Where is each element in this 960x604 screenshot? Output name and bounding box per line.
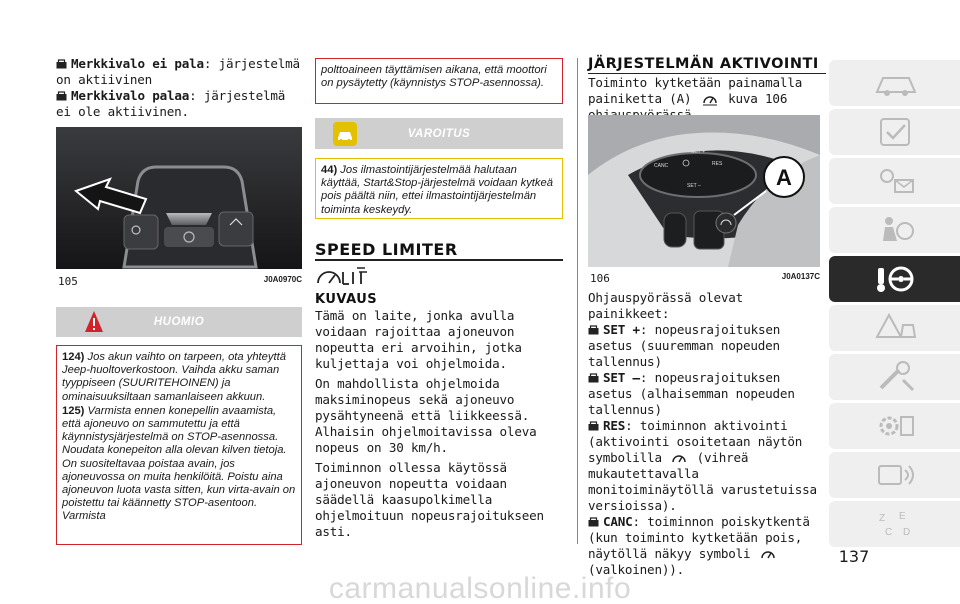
column-divider <box>577 58 578 544</box>
paragraph: Toiminnon ollessa käytössä ajoneuvon nopeutta voidaan säädellä kaasupolkimella ohjelmoituun nopeusrajoitukseen asti. <box>315 460 544 539</box>
warning-124: 124) Jos akun vaihto on tarpeen, ota yhteyttä Jeep-huoltoverkostoon. Vaihda akku saman tyyppiseen (SUURITEHOINEN) ja ominaisuuksiltaan samanlaiseen akkuun. <box>62 351 286 403</box>
speed-limiter-symbol-icon <box>760 547 776 561</box>
speed-limiter-button-icon <box>701 91 719 107</box>
canc-label: CANC <box>654 163 669 169</box>
varoitus-box <box>315 158 563 219</box>
figure-number: 106 <box>590 272 610 285</box>
speed-limiter-symbol-icon <box>671 451 687 465</box>
section-rule <box>315 259 563 261</box>
key-bullet-icon <box>56 59 67 69</box>
steering-wheel-controls-illustration <box>588 115 820 267</box>
svg-text:Z: Z <box>879 513 886 524</box>
figure-105-image <box>56 127 302 269</box>
buttons-list <box>588 290 826 578</box>
paragraph: On mahdollista ohjelmoida maksiminopeus sekä ajoneuvo pysähtyneenä että liikkeessä. Alhaisin ohjelmoitavissa oleva nopeus on 30 km/h. <box>315 376 537 455</box>
lights-envelope-icon <box>873 164 919 198</box>
figure-code: J0A0970C <box>263 275 302 284</box>
alphabetical-index-icon <box>873 507 919 541</box>
warning-125: 125) Varmista ennen konepellin avaamista, että ajoneuvo on sammutettu ja että käynnistysjärjestelmä on STOP-asennossa. Noudata konepeiton alla olevan kilven tietoja. On suositeltavaa poistaa avain, jos ajoneuvossa on muita henkilöitä. Poistu aina ajoneuvon luota vasta sitten, kun virta-avain on poistettu tai käännetty STOP-asentoon. Varmista <box>62 404 296 523</box>
figure-code: J0A0137C <box>781 272 820 281</box>
button-set-minus: SET –: nopeusrajoituksen asetus (alhaisemman nopeuden tallennus) <box>588 370 795 417</box>
tab-emergency[interactable] <box>829 305 960 351</box>
option-light-off: Merkkivalo ei pala: järjestelmä on aktiivinen <box>56 56 300 87</box>
res-label: RES <box>712 161 723 167</box>
huomio-box <box>56 345 302 545</box>
figure-number: 105 <box>58 275 78 288</box>
option-light-on: Merkkivalo palaa: järjestelmä ei ole aktiivinen. <box>56 88 286 119</box>
indicator-options <box>56 56 302 120</box>
svg-text:D: D <box>903 527 911 538</box>
paragraph: Tämä on laite, jonka avulla voidaan rajoittaa ajoneuvon nopeutta eri arvoihin, jotka kuljettaja voi ohjelmoida. <box>315 308 522 371</box>
emergency-triangle-icon <box>873 311 919 345</box>
section-title: SPEED LIMITER <box>315 240 458 259</box>
tab-maintenance[interactable] <box>829 354 960 400</box>
maintenance-wrench-icon <box>873 360 919 394</box>
button-res: RES: toiminnon aktivointi (aktivointi osoitetaan näytön symbolilla (vihreä mukautettavalla monitoiminäytöllä varustetuissa versioissa). <box>588 418 817 513</box>
svg-text:C: C <box>885 527 893 538</box>
page-number: 137 <box>838 547 870 566</box>
key-bullet-icon <box>588 421 599 431</box>
figure-106-image <box>588 115 820 267</box>
subsection-title: KUVAUS <box>315 292 378 307</box>
warning-44: 44) Jos ilmastointijärjestelmää halutaan käyttää, Start&Stop-järjestelmä voidaan kytkeä pois päältä niin, ettei ilmastointijärjestelmän toiminta keskeydy. <box>321 164 553 216</box>
seat-airbag-icon <box>873 213 919 247</box>
svg-text:E: E <box>899 511 906 522</box>
tab-multimedia[interactable] <box>829 452 960 498</box>
activation-intro: Toiminto kytketään painamalla painiketta (A) kuva 106 <box>588 75 803 106</box>
key-bullet-icon <box>56 91 67 101</box>
technical-data-gear-icon <box>873 409 919 443</box>
buttons-intro: Ohjauspyörässä olevat painikkeet: <box>588 290 744 321</box>
figure-105-caption <box>58 275 302 288</box>
tab-technical-data[interactable] <box>829 403 960 449</box>
caution-car-icon <box>333 122 357 146</box>
set-minus-label: SET – <box>687 183 701 189</box>
key-bullet-icon <box>588 325 599 335</box>
figure-106-caption <box>590 272 820 285</box>
speed-limiter-icon <box>315 265 373 287</box>
varoitus-header: VAROITUS <box>315 118 563 149</box>
warning-exclamation-icon <box>84 310 104 334</box>
key-bullet-icon <box>588 373 599 383</box>
tab-dashboard[interactable] <box>829 60 960 106</box>
watermark: carmanualsonline.info <box>328 572 632 604</box>
dashboard-car-icon <box>873 66 919 100</box>
activation-title: JÄRJESTELMÄN AKTIVOINTI <box>588 56 819 72</box>
callout-a: A <box>776 165 792 190</box>
key-bullet-icon <box>588 517 599 527</box>
huomio-box-continued: polttoaineen täyttämisen aikana, että moottori on pysäytetty (käynnistys STOP-asennossa). <box>315 58 563 104</box>
tab-starting-driving[interactable] <box>829 256 960 302</box>
safety-check-icon <box>873 115 919 149</box>
tab-lights[interactable] <box>829 158 960 204</box>
tab-index[interactable] <box>829 501 960 547</box>
multimedia-icon <box>873 458 919 492</box>
set-plus-label: SET + <box>691 149 705 155</box>
button-set-plus: SET +: nopeusrajoituksen asetus (suuremman nopeuden tallennus) <box>588 322 781 369</box>
start-stop-switch-illustration <box>56 127 302 269</box>
key-steering-wheel-icon <box>873 262 919 296</box>
title-rule <box>588 73 826 74</box>
tab-safety[interactable] <box>829 109 960 155</box>
tab-comfort[interactable] <box>829 207 960 253</box>
button-canc: CANC: toiminnon poiskytkentä (kun toiminto kytketään pois, näytöllä näkyy symboli (valkoinen)). <box>588 514 810 577</box>
huomio-header: HUOMIO <box>56 307 302 337</box>
description-text <box>315 308 563 540</box>
